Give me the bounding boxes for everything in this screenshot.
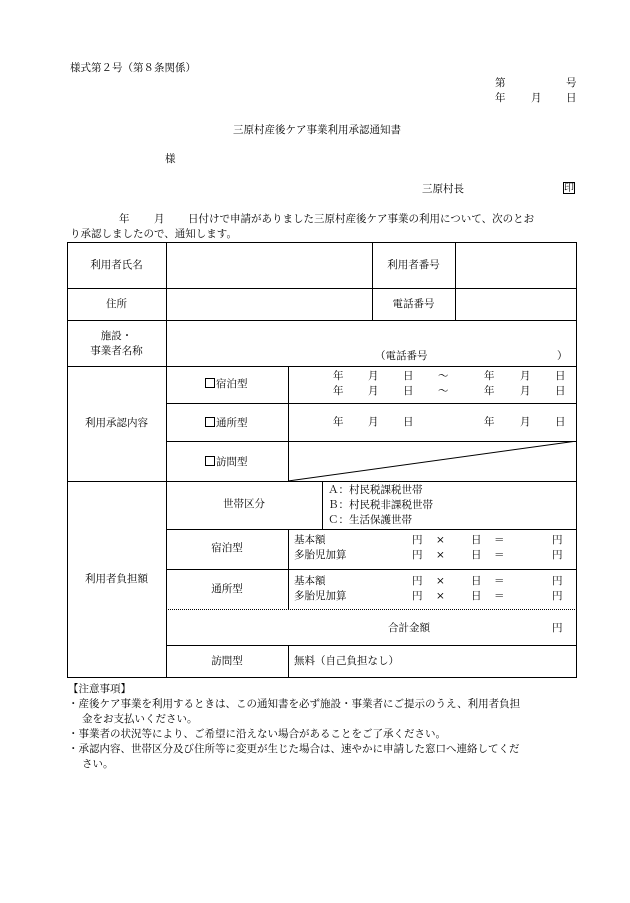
base-amount-label: 基本額: [294, 575, 326, 587]
stay-date-day: 日: [555, 385, 566, 397]
multi-birth-label: 多胎児加算: [294, 549, 347, 561]
row-divider-dotted: [166, 609, 577, 610]
day-unit: 日: [471, 549, 482, 561]
multi-birth-label: 多胎児加算: [294, 590, 347, 602]
times-sign: ×: [436, 590, 445, 602]
intro-line1: 日付けで申請がありました三原村産後ケア事業の利用について、次のとお: [188, 213, 535, 225]
yen-unit: 円: [412, 549, 423, 561]
stay-date-day: 日: [555, 370, 566, 382]
page-title: 三原村産後ケア事業利用承認通知書: [233, 124, 401, 136]
note-item: ・産後ケア事業を利用するときは、この通知書を必ず施設・事業者にご提示のうえ、利用者負担: [68, 698, 521, 710]
yen-unit: 円: [552, 534, 563, 546]
notes-heading: 【注意事項】: [68, 683, 131, 695]
checkbox-icon[interactable]: [205, 378, 215, 388]
col-divider: [288, 529, 289, 609]
intro-year: 年: [119, 213, 130, 225]
yen-unit: 円: [552, 575, 563, 587]
stay-date-day: 日: [403, 385, 414, 397]
household-label: 世帯区分: [223, 498, 265, 510]
stay-date-month: 月: [520, 370, 531, 382]
stay-date-year: 年: [333, 385, 344, 397]
household-option-a: Ａ：村民税課税世帯: [328, 484, 423, 496]
seal-mark: 印: [564, 183, 574, 194]
date-year: 年: [495, 92, 506, 104]
col-divider: [288, 645, 289, 678]
date-day: 日: [566, 92, 577, 104]
facility-label: 事業者名称: [90, 345, 143, 357]
intro-month: 月: [154, 213, 165, 225]
col-divider: [166, 242, 167, 678]
checkbox-icon[interactable]: [205, 456, 215, 466]
note-item: 金をお支払いください。: [82, 713, 198, 725]
day-date-day: 日: [555, 416, 566, 428]
day-unit: 日: [471, 590, 482, 602]
equals-sign: ＝: [494, 575, 505, 587]
base-amount-label: 基本額: [294, 534, 326, 546]
household-option-c: Ｃ：生活保護世帯: [328, 514, 412, 526]
day-unit: 日: [471, 534, 482, 546]
col-divider: [322, 481, 323, 529]
checkbox-icon[interactable]: [205, 417, 215, 427]
day-date-year: 年: [484, 416, 495, 428]
yen-unit: 円: [412, 534, 423, 546]
times-sign: ×: [436, 534, 445, 546]
doc-number-suffix: 号: [566, 77, 577, 89]
total-yen: 円: [552, 622, 563, 634]
equals-sign: ＝: [494, 590, 505, 602]
total-label: 合計金額: [388, 622, 430, 634]
row-divider: [67, 320, 577, 321]
diagonal-strike: [288, 441, 577, 481]
day-date-month: 月: [368, 416, 379, 428]
yen-unit: 円: [552, 590, 563, 602]
stay-date-month: 月: [520, 385, 531, 397]
stay-type-label: 宿泊型: [216, 378, 248, 390]
date-month: 月: [531, 92, 542, 104]
visit-type-label: 訪問型: [216, 456, 248, 468]
facility-phone-close: ）: [557, 350, 568, 362]
user-name-label: 利用者氏名: [90, 259, 143, 271]
row-divider: [67, 366, 577, 367]
stay-date-year: 年: [333, 370, 344, 382]
equals-sign: ＝: [494, 534, 505, 546]
addressee-suffix: 様: [165, 153, 176, 165]
yen-unit: 円: [412, 590, 423, 602]
stay-date-year: 年: [484, 385, 495, 397]
form-number: 様式第２号（第８条関係）: [70, 62, 196, 74]
row-divider: [166, 403, 577, 404]
checkbox-visit[interactable]: [205, 456, 248, 468]
day-date-year: 年: [333, 416, 344, 428]
stay-date-tilde: ～: [438, 370, 449, 382]
stay-date-month: 月: [368, 370, 379, 382]
times-sign: ×: [436, 549, 445, 561]
address-label: 住所: [106, 298, 127, 310]
day-type-label: 通所型: [216, 417, 248, 429]
household-option-b: Ｂ：村民税非課税世帯: [328, 499, 433, 511]
day-date-day: 日: [403, 416, 414, 428]
stay-date-day: 日: [403, 370, 414, 382]
day-unit: 日: [471, 575, 482, 587]
col-divider: [455, 242, 456, 320]
checkbox-day[interactable]: [205, 417, 248, 429]
phone-label: 電話番号: [392, 298, 435, 310]
row-divider: [166, 569, 577, 570]
burden-label: 利用者負担額: [85, 573, 148, 585]
row-divider: [166, 529, 577, 530]
facility-phone: （電話番号: [375, 350, 428, 362]
day-date-month: 月: [520, 416, 531, 428]
note-item: ・事業者の状況等により、ご希望に沿えない場合があることをご了承ください。: [68, 728, 446, 740]
stay-date-year: 年: [484, 370, 495, 382]
user-number-label: 利用者番号: [387, 259, 440, 271]
stay-date-tilde: ～: [438, 385, 449, 397]
doc-number-prefix: 第: [495, 77, 506, 89]
equals-sign: ＝: [494, 549, 505, 561]
stay-date-month: 月: [368, 385, 379, 397]
intro-line2: り承認しましたので、通知します。: [70, 228, 237, 240]
yen-unit: 円: [552, 549, 563, 561]
row-divider: [166, 645, 577, 646]
checkbox-stay[interactable]: [205, 378, 248, 390]
facility-label: 施設・: [100, 330, 133, 342]
burden-day-label: 通所型: [211, 583, 243, 595]
yen-unit: 円: [412, 575, 423, 587]
issuer: 三原村長: [422, 183, 464, 195]
burden-visit-label: 訪問型: [211, 655, 243, 667]
note-item: さい。: [82, 758, 114, 770]
burden-stay-label: 宿泊型: [211, 542, 243, 554]
visit-free-text: 無料（自己負担なし）: [294, 655, 399, 667]
note-item: ・承認内容、世帯区分及び住所等に変更が生じた場合は、速やかに申請した窓口へ連絡してくだ: [68, 743, 520, 755]
times-sign: ×: [436, 575, 445, 587]
row-divider: [67, 288, 577, 289]
approval-label: 利用承認内容: [85, 417, 148, 429]
